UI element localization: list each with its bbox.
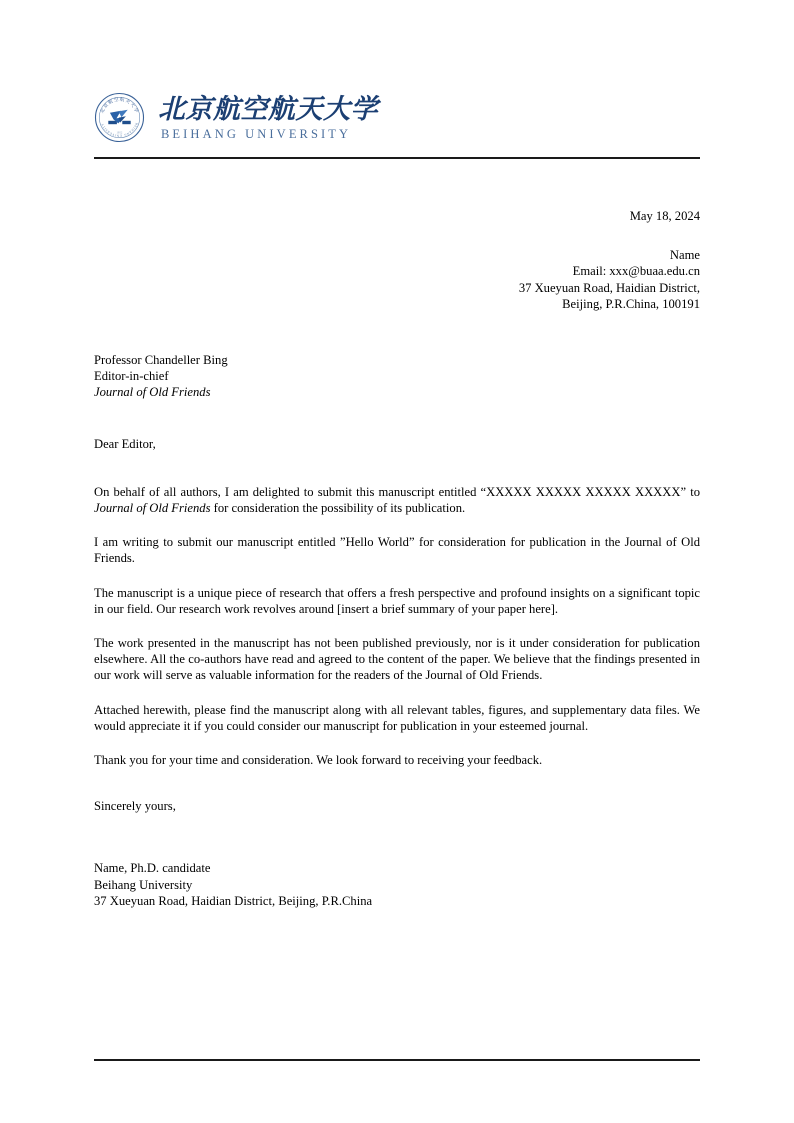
- recipient-name: Professor Chandeller Bing: [94, 353, 228, 368]
- paragraph-1-text-a: On behalf of all authors, I am delighted to submit this manuscript entitled “XXXXX XXXXX XXXXX XXXXX” to: [94, 484, 700, 499]
- letterhead: [94, 86, 700, 148]
- paragraph-2: I am writing to submit our manuscript entitled ”Hello World” for consideration for publication in the Journal of Old Friends.: [94, 535, 700, 566]
- paragraph-5: Attached herewith, please find the manuscript along with all relevant tables, figures, and supplementary data files. We would appreciate it if you could consider our manuscript for publication in your esteemed journal.: [94, 702, 700, 733]
- signature-address: 37 Xueyuan Road, Haidian District, Beijing, P.R.China: [94, 893, 373, 908]
- sender-email: Email: xxx@buaa.edu.cn: [572, 264, 700, 279]
- signature-block: [94, 860, 700, 909]
- closing: Sincerely yours,: [94, 799, 176, 814]
- signature-affiliation: Beihang University: [94, 877, 193, 892]
- letter-content: [94, 180, 700, 909]
- university-wordmark: [158, 93, 378, 142]
- paragraph-1-journal: Journal of Old Friends: [94, 501, 211, 516]
- paragraph-4: The work presented in the manuscript has not been published previously, nor is it under consideration for publication elsewhere. All the co-authors have read and agreed to the content of the paper. We believe that the findings presented in our work will serve as valuable information for the readers of the Journal of Old Friends.: [94, 636, 700, 683]
- recipient-journal: Journal of Old Friends: [94, 385, 211, 400]
- signature-name: Name, Ph.D. candidate: [94, 861, 211, 876]
- paragraph-6: Thank you for your time and consideration. We look forward to receiving your feedback.: [94, 753, 543, 768]
- recipient-block: [94, 352, 700, 401]
- paragraph-1-text-b: for consideration the possibility of its publication.: [210, 501, 466, 516]
- university-name-cn: 北京航空航天大学: [158, 93, 378, 125]
- paragraph-1: [94, 484, 700, 516]
- sender-address-line-2: Beijing, P.R.China, 100191: [562, 296, 700, 311]
- sender-name: Name: [669, 248, 700, 263]
- body-paragraphs: [94, 484, 700, 768]
- recipient-role: Editor-in-chief: [94, 369, 169, 384]
- footer-rule: [94, 1059, 700, 1061]
- salutation: Dear Editor,: [94, 436, 156, 451]
- university-name-en: BEIHANG UNIVERSITY: [161, 126, 352, 141]
- header-rule: [94, 157, 700, 159]
- beihang-university-seal-icon: [94, 92, 145, 143]
- svg-text:北京航空航天大学: 北京航空航天大学: [100, 97, 139, 114]
- svg-text:1952: 1952: [116, 130, 123, 134]
- sender-block: [94, 208, 700, 312]
- letter-date: May 18, 2024: [629, 209, 700, 223]
- sender-address-line-1: 37 Xueyuan Road, Haidian District,: [518, 280, 700, 295]
- svg-text:BEIHANG UNIVERSITY: BEIHANG UNIVERSITY: [100, 121, 139, 138]
- paragraph-3: The manuscript is a unique piece of research that offers a fresh perspective and profound insights on a significant topic in our field. Our research work revolves around [insert a brief summary of your paper here].: [94, 585, 700, 616]
